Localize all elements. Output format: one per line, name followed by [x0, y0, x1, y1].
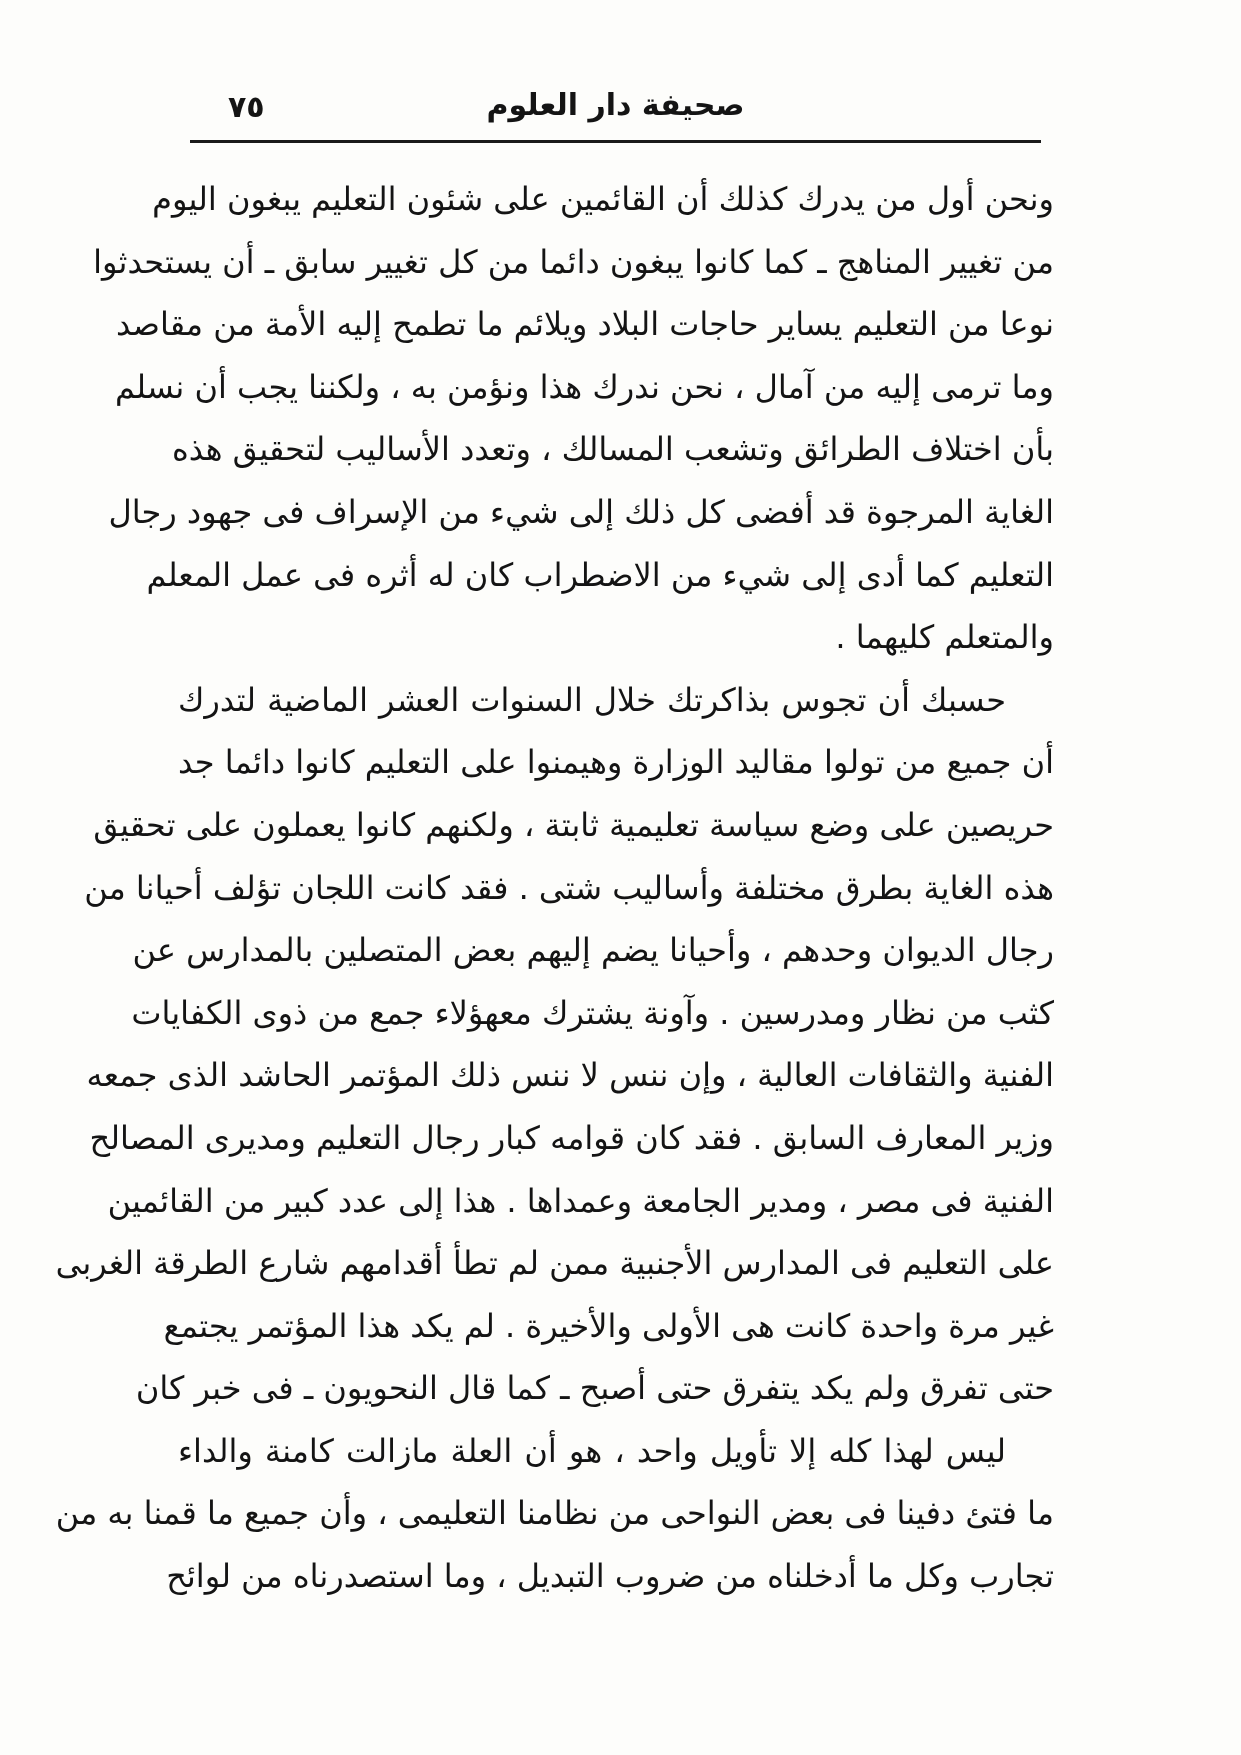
- text-line: غير مرة واحدة كانت هى الأولى والأخيرة . لم يكد هذا المؤتمر يجتمع: [163, 1306, 1054, 1345]
- body-text: [55, 168, 1054, 1608]
- paragraph-start-line: ليس لهذا كله إلا تأويل واحد ، هو أن العلة مازالت كامنة والداء: [178, 1431, 1006, 1470]
- text-line: تجارب وكل ما أدخلناه من ضروب التبديل ، وما استصدرناه من لوائح: [166, 1557, 1054, 1596]
- text-line: الفنية والثقافات العالية ، وإن ننس لا ننس ذلك المؤتمر الحاشد الذى جمعه: [86, 1056, 1054, 1095]
- text-line: الفنية فى مصر ، ومدير الجامعة وعمداها . هذا إلى عدد كبير من القائمين: [107, 1181, 1054, 1220]
- text-line: وما ترمى إليه من آمال ، نحن ندرك هذا ونؤمن به ، ولكننا يجب أن نسلم: [114, 367, 1054, 406]
- text-line: على التعليم فى المدارس الأجنبية ممن لم تطأ أقدامهم شارع الطرقة الغربى: [55, 1244, 1054, 1283]
- text-line: هذه الغاية بطرق مختلفة وأساليب شتى . فقد كانت اللجان تؤلف أحيانا من: [84, 868, 1054, 907]
- page-number: ٧٥: [228, 90, 265, 125]
- page-header: [190, 82, 1041, 138]
- journal-title: صحيفة دار العلوم: [486, 88, 745, 123]
- text-line: بأن اختلاف الطرائق وتشعب المسالك ، وتعدد الأساليب لتحقيق هذه: [172, 430, 1054, 469]
- text-line: حتى تفرق ولم يكد يتفرق حتى أصبح ـ كما قال النحويون ـ فى خبر كان: [135, 1369, 1054, 1408]
- text-line: وزير المعارف السابق . فقد كان قوامه كبار رجال التعليم ومديرى المصالح: [89, 1118, 1054, 1157]
- paragraph-start-line: حسبك أن تجوس بذاكرتك خلال السنوات العشر الماضية لتدرك: [178, 680, 1006, 719]
- text-line: كثب من نظار ومدرسين . وآونة يشترك معهؤلاء جمع من ذوى الكفايات: [131, 993, 1054, 1032]
- text-line: حريصين على وضع سياسة تعليمية ثابتة ، ولكنهم كانوا يعملون على تحقيق: [93, 805, 1054, 844]
- header-divider: [190, 140, 1041, 143]
- text-line: أن جميع من تولوا مقاليد الوزارة وهيمنوا على التعليم كانوا دائما جد: [178, 743, 1054, 782]
- paragraph-end-line: والمتعلم كليهما .: [835, 618, 1054, 657]
- text-line: التعليم كما أدى إلى شيء من الاضطراب كان له أثره فى عمل المعلم: [146, 555, 1054, 594]
- text-line: من تغيير المناهج ـ كما كانوا يبغون دائما من كل تغيير سابق ـ أن يستحدثوا: [93, 242, 1054, 281]
- text-line: ما فتئ دفينا فى بعض النواحى من نظامنا التعليمى ، وأن جميع ما قمنا به من: [55, 1494, 1054, 1533]
- text-line: الغاية المرجوة قد أفضى كل ذلك إلى شيء من الإسراف فى جهود رجال: [108, 492, 1054, 531]
- text-line: نوعا من التعليم يساير حاجات البلاد ويلائم ما تطمح إليه الأمة من مقاصد: [115, 305, 1054, 344]
- text-line: رجال الديوان وحدهم ، وأحيانا يضم إليهم بعض المتصلين بالمدارس عن: [132, 931, 1054, 970]
- text-line: ونحن أول من يدرك كذلك أن القائمين على شئون التعليم يبغون اليوم: [152, 180, 1054, 218]
